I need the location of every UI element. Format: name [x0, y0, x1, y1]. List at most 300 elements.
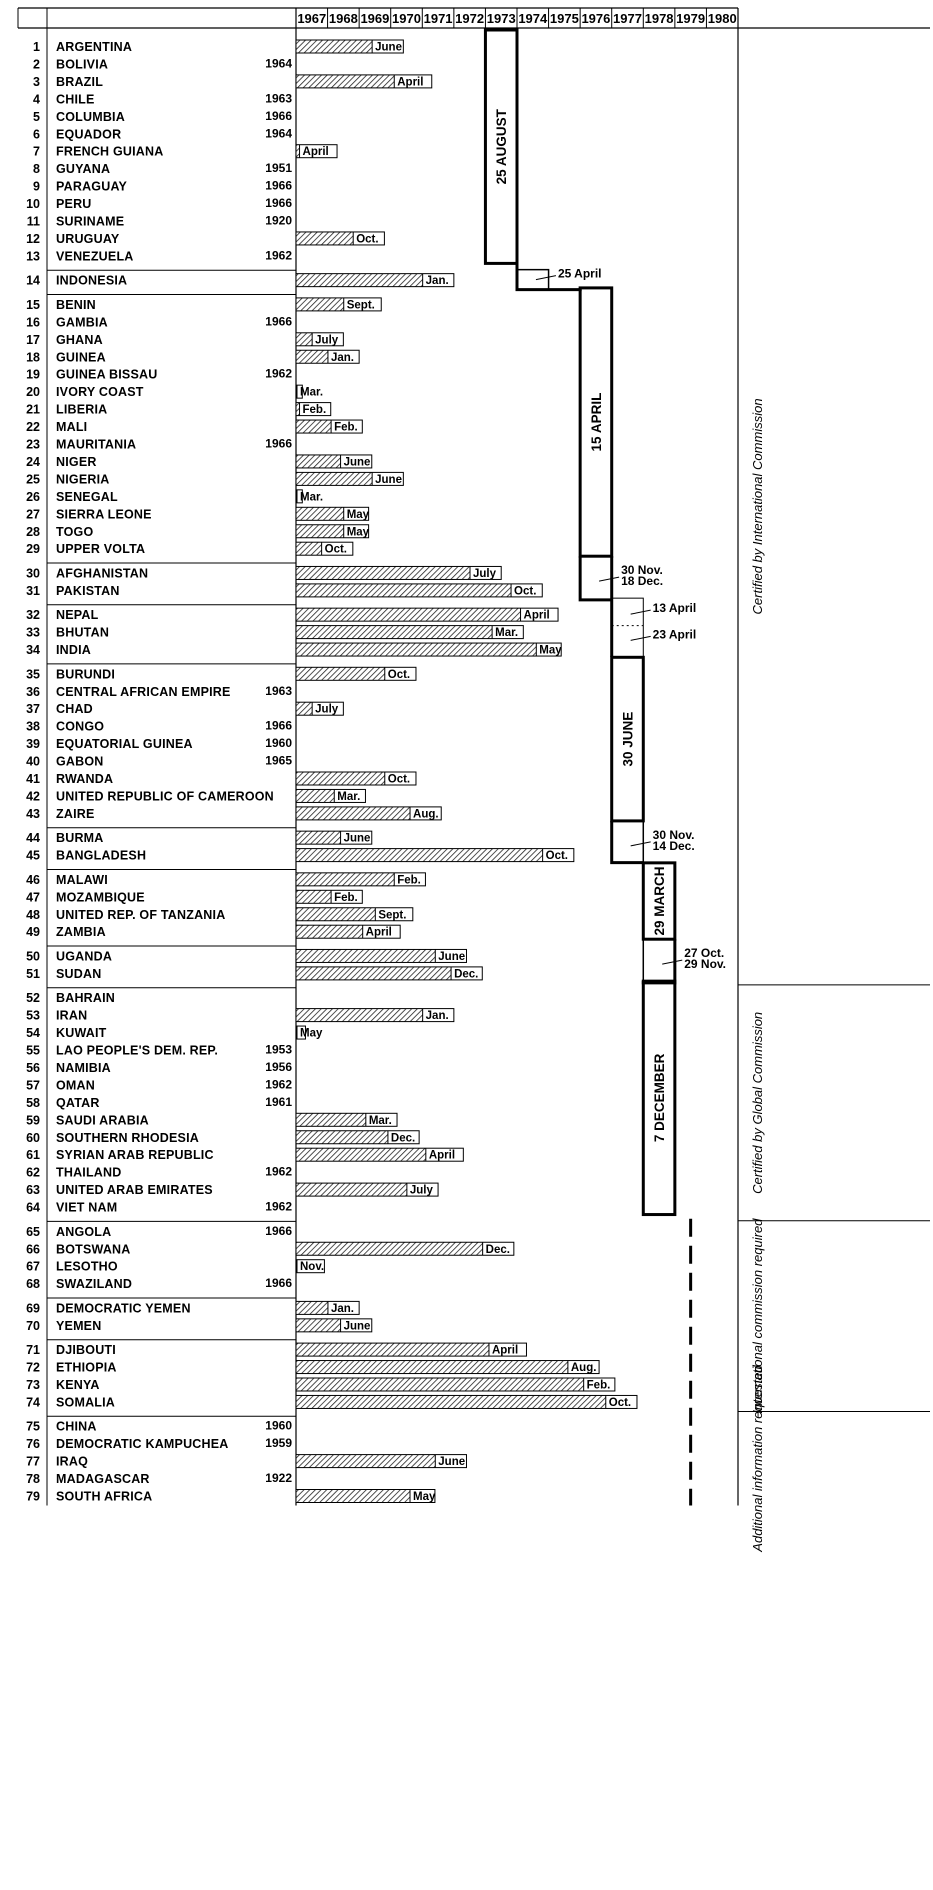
row-number: 21	[26, 402, 40, 417]
country-name: DEMOCRATIC YEMEN	[56, 1301, 191, 1316]
note-leader	[599, 577, 619, 581]
row-number: 71	[26, 1343, 40, 1358]
bar-label: June	[343, 832, 371, 845]
last-case-year: 1920	[265, 213, 292, 228]
row-number: 35	[26, 667, 40, 682]
country-name: SYRIAN ARAB REPUBLIC	[56, 1148, 214, 1163]
row-number: 44	[26, 831, 40, 846]
row-number: 17	[26, 332, 40, 347]
bar-label: Oct.	[608, 1396, 632, 1409]
country-name: CONGO	[56, 719, 105, 734]
year-header: 1977	[613, 11, 642, 26]
row-number: 56	[26, 1060, 40, 1075]
bar-hatch	[296, 949, 435, 962]
bar-label: June	[343, 456, 371, 469]
country-name: THAILAND	[56, 1165, 122, 1180]
bar-hatch	[296, 274, 423, 287]
row-number: 52	[26, 991, 40, 1006]
row-number: 63	[26, 1183, 40, 1198]
bar-label: May	[539, 644, 562, 657]
country-name: UNITED REP. OF TANZANIA	[56, 907, 226, 922]
note-leader	[631, 610, 651, 614]
certification-date: 29 MARCH	[652, 866, 668, 936]
bar-hatch	[296, 849, 543, 862]
country-name: GHANA	[56, 332, 103, 347]
bar-label: April	[428, 1149, 456, 1162]
note-leader	[631, 636, 651, 640]
country-name: UGANDA	[56, 949, 113, 964]
bar-hatch	[296, 873, 394, 886]
year-header: 1971	[423, 11, 453, 26]
bar-label: May	[413, 1491, 436, 1503]
bar-label: Jan.	[425, 275, 449, 288]
row-number: 6	[33, 127, 40, 142]
bar-label: Oct.	[545, 850, 569, 863]
bar-hatch	[296, 298, 344, 311]
country-name: BURMA	[56, 831, 104, 846]
country-name: QATAR	[56, 1095, 100, 1110]
last-case-year: 1964	[265, 56, 292, 71]
row-number: 78	[26, 1472, 40, 1487]
last-case-year: 1951	[265, 161, 292, 176]
bar-hatch	[296, 807, 410, 820]
bar-label: Dec.	[454, 968, 479, 981]
year-header: 1968	[328, 11, 358, 26]
country-name: PERU	[56, 197, 92, 212]
bar-hatch	[296, 967, 451, 980]
row-number: 68	[26, 1277, 40, 1292]
last-case-year: 1960	[265, 1418, 292, 1433]
last-case-year: 1966	[265, 718, 292, 733]
bar-label: Oct.	[356, 233, 379, 246]
country-name: MOZAMBIQUE	[56, 890, 145, 905]
last-case-year: 1966	[265, 1276, 292, 1291]
year-header: 1976	[581, 11, 611, 26]
last-case-year: 1966	[265, 178, 292, 193]
row-number: 31	[26, 583, 40, 598]
country-name: MALI	[56, 420, 88, 435]
country-name: NEPAL	[56, 608, 99, 623]
row-number: 66	[26, 1242, 40, 1257]
last-case-year: 1962	[265, 1199, 292, 1214]
row-number: 53	[26, 1008, 40, 1023]
country-name: CHILE	[56, 92, 95, 107]
country-name: ZAMBIA	[56, 925, 106, 940]
row-number: 20	[26, 385, 40, 400]
country-name: UNITED ARAB EMIRATES	[56, 1183, 213, 1198]
country-name: NAMIBIA	[56, 1060, 111, 1075]
bar-label: Feb.	[586, 1379, 611, 1392]
year-header: 1974	[518, 11, 548, 26]
bar-label: April	[491, 1344, 519, 1357]
certification-note: 23 April	[652, 627, 697, 642]
bar-label: April	[523, 609, 550, 622]
row-number: 23	[26, 437, 40, 452]
year-header: 1975	[549, 11, 579, 26]
bar-hatch	[296, 702, 312, 715]
side-section-label: Certified by International Commission	[750, 398, 765, 615]
country-name: ETHIOPIA	[56, 1360, 117, 1375]
country-name: BENIN	[56, 297, 96, 312]
country-name: MALAWI	[56, 872, 108, 887]
bar-hatch	[296, 925, 363, 938]
year-header: 1980	[707, 11, 737, 26]
country-name: UPPER VOLTA	[56, 542, 146, 557]
bar-label: Jan.	[330, 1302, 354, 1315]
bar-label: Oct.	[387, 773, 411, 786]
bar-hatch	[296, 1113, 366, 1126]
bar-label: Dec.	[485, 1243, 510, 1256]
bar-hatch	[296, 472, 372, 485]
row-number: 32	[26, 608, 40, 623]
row-number: 75	[26, 1419, 40, 1434]
row-number: 19	[26, 367, 40, 382]
bar-label: April	[365, 926, 392, 939]
row-number: 37	[26, 702, 40, 717]
bar-label: July	[409, 1184, 433, 1197]
certification-date: 7 DECEMBER	[652, 1053, 668, 1143]
bar-hatch	[296, 350, 328, 363]
last-case-year: 1963	[265, 91, 292, 106]
country-name: LESOTHO	[56, 1259, 118, 1274]
country-name: FRENCH GUIANA	[56, 144, 164, 159]
row-number: 9	[33, 179, 40, 194]
country-name: TOGO	[56, 524, 94, 539]
side-section-label: International commission required	[750, 1218, 765, 1414]
row-number: 50	[26, 949, 40, 964]
country-name: SENEGAL	[56, 489, 118, 504]
country-name: BOTSWANA	[56, 1242, 131, 1257]
row-number: 5	[33, 109, 40, 124]
bar-label: Oct.	[387, 668, 411, 681]
row-number: 10	[26, 197, 40, 212]
bar-hatch	[296, 643, 536, 656]
bar-label: June	[375, 41, 402, 54]
side-section-label: Certified by Global Commission	[750, 1011, 765, 1194]
bar-hatch	[296, 542, 322, 555]
row-number: 51	[26, 966, 40, 981]
certification-note: 14 Dec.	[652, 838, 695, 853]
row-number: 22	[26, 420, 40, 435]
certification-note: 25 April	[557, 266, 602, 281]
year-header: 1969	[360, 11, 390, 26]
country-name: IRAQ	[56, 1454, 89, 1469]
country-name: IVORY COAST	[56, 385, 144, 400]
row-number: 25	[26, 472, 40, 487]
bar-label: June	[438, 950, 466, 963]
country-name: IRAN	[56, 1008, 88, 1023]
row-number: 27	[26, 507, 40, 522]
bar-label: June	[375, 473, 402, 486]
step-burma-bangl	[612, 821, 644, 863]
row-number: 54	[26, 1026, 40, 1041]
bar-label: Feb.	[397, 874, 421, 887]
row-number: 60	[26, 1130, 40, 1145]
last-case-year: 1963	[265, 683, 292, 698]
row-number: 55	[26, 1043, 40, 1058]
row-number: 11	[26, 214, 40, 229]
row-number: 18	[26, 350, 40, 365]
row-number: 57	[26, 1078, 40, 1093]
bar-hatch	[296, 75, 394, 88]
bar-hatch	[296, 667, 385, 680]
bar-label: Aug.	[570, 1362, 597, 1375]
bar-hatch	[296, 584, 511, 597]
subblock-indonesia	[517, 270, 549, 290]
last-case-year: 1966	[265, 1223, 292, 1238]
row-number: 76	[26, 1437, 40, 1452]
country-name: GUINEA BISSAU	[56, 367, 158, 382]
country-name: AFGHANISTAN	[56, 566, 149, 581]
country-name: DEMOCRATIC KAMPUCHEA	[56, 1437, 229, 1452]
country-name: ZAIRE	[56, 806, 95, 821]
bar-hatch	[296, 455, 341, 468]
country-name: UNITED REPUBLIC OF CAMEROON	[56, 789, 274, 804]
row-number: 36	[26, 684, 40, 699]
country-name: SOUTHERN RHODESIA	[56, 1130, 199, 1145]
bar-label: July	[315, 334, 339, 347]
row-number: 4	[33, 92, 40, 107]
row-number: 41	[26, 772, 40, 786]
country-name: SAUDI ARABIA	[56, 1113, 149, 1128]
certification-date: 15 APRIL	[588, 392, 604, 452]
bar-hatch	[296, 1378, 584, 1391]
country-name: INDIA	[56, 643, 92, 658]
country-name: GUYANA	[56, 162, 111, 177]
bar-label: Mar.	[495, 627, 519, 640]
bar-label: July	[315, 703, 339, 716]
bar-hatch	[296, 403, 300, 416]
row-number: 30	[26, 566, 40, 581]
bar-hatch	[296, 1490, 410, 1503]
note-leader	[536, 276, 556, 280]
country-name: BAHRAIN	[56, 991, 116, 1006]
last-case-year: 1966	[265, 196, 292, 211]
country-name: COLUMBIA	[56, 109, 125, 124]
bar-hatch	[296, 772, 385, 785]
country-name: ARGENTINA	[56, 40, 133, 54]
side-section-label: Additional information requested	[750, 1365, 765, 1552]
bar-hatch	[296, 1361, 568, 1374]
country-name: EQUATORIAL GUINEA	[56, 737, 193, 752]
row-number: 46	[26, 872, 40, 887]
row-number: 29	[26, 542, 40, 557]
bar-hatch	[296, 608, 521, 621]
row-number: 14	[26, 273, 40, 288]
certification-note: 13 April	[652, 601, 697, 616]
year-header: 1972	[455, 11, 485, 26]
country-name: URUGUAY	[56, 231, 120, 246]
subblock-burma	[612, 821, 644, 862]
last-case-year: 1961	[265, 1094, 292, 1109]
country-name: MADAGASCAR	[56, 1472, 150, 1487]
bar-label: April	[397, 76, 424, 89]
row-number: 1	[33, 40, 40, 54]
bar-label: June	[438, 1456, 466, 1469]
row-number: 3	[33, 74, 40, 89]
row-number: 67	[26, 1259, 40, 1274]
certification-note: 27 Oct.	[684, 946, 725, 961]
bar-label: Oct.	[514, 585, 537, 598]
bar-hatch	[296, 626, 492, 639]
country-name: KENYA	[56, 1378, 100, 1392]
country-name: BANGLADESH	[56, 848, 147, 863]
country-name: GABON	[56, 754, 104, 769]
last-case-year: 1953	[265, 1042, 292, 1057]
country-name: SURINAME	[56, 214, 125, 229]
bar-hatch	[296, 40, 372, 53]
bar-label: Feb.	[334, 891, 358, 904]
certification-note: 18 Dec.	[621, 574, 664, 589]
year-header: 1979	[676, 11, 706, 26]
bar-hatch	[296, 1319, 341, 1332]
last-case-year: 1966	[265, 436, 292, 451]
row-number: 43	[26, 806, 40, 821]
country-name: LIBERIA	[56, 402, 108, 417]
row-number: 15	[26, 297, 40, 312]
country-name: SIERRA LEONE	[56, 507, 152, 522]
last-case-year: 1959	[265, 1436, 292, 1451]
bar-hatch	[296, 420, 331, 433]
country-name: CHAD	[56, 702, 93, 717]
row-number: 61	[26, 1148, 40, 1163]
row-number: 70	[26, 1318, 40, 1333]
last-case-year: 1962	[265, 1077, 292, 1092]
row-number: 59	[26, 1113, 40, 1128]
bar-label: Mar.	[368, 1114, 392, 1127]
row-number: 45	[26, 848, 40, 863]
country-name: SUDAN	[56, 966, 102, 981]
row-number: 62	[26, 1165, 40, 1180]
row-number: 33	[26, 625, 40, 640]
row-number: 34	[26, 643, 40, 658]
year-header: 1967	[297, 11, 327, 26]
bar-hatch	[296, 831, 341, 844]
row-number: 12	[26, 231, 40, 246]
bar-label: Mar.	[300, 491, 324, 504]
bar-hatch	[296, 145, 300, 158]
row-number: 79	[26, 1489, 40, 1504]
country-name: YEMEN	[56, 1318, 102, 1333]
bar-label: Mar.	[337, 790, 361, 803]
bar-label: May	[300, 1027, 323, 1040]
last-case-year: 1962	[265, 366, 292, 381]
bar-hatch	[296, 333, 312, 346]
country-name: ANGOLA	[56, 1224, 112, 1239]
row-number: 64	[26, 1200, 40, 1215]
row-number: 42	[26, 789, 40, 804]
row-number: 73	[26, 1378, 40, 1392]
row-number: 24	[26, 454, 40, 469]
bar-label: Jan.	[425, 1010, 449, 1023]
last-case-year: 1960	[265, 736, 292, 751]
row-number: 39	[26, 737, 40, 752]
last-case-year: 1962	[265, 248, 292, 263]
last-case-year: 1956	[265, 1059, 292, 1074]
country-name: SOMALIA	[56, 1395, 116, 1410]
country-name: MAURITANIA	[56, 437, 137, 452]
row-number: 49	[26, 925, 40, 940]
bar-hatch	[296, 1343, 489, 1356]
bar-hatch	[296, 1301, 328, 1314]
bar-hatch	[296, 908, 375, 921]
subblock-uganda	[643, 939, 675, 982]
country-name: CHINA	[56, 1419, 97, 1434]
step-afg-pak	[580, 556, 612, 600]
subblock-afg	[580, 556, 612, 599]
row-number: 58	[26, 1095, 40, 1110]
row-number: 7	[33, 144, 40, 159]
row-number: 48	[26, 907, 40, 922]
bar-label: July	[473, 567, 497, 580]
year-header: 1970	[392, 11, 421, 26]
year-header: 1973	[486, 11, 516, 26]
country-name: VENEZUELA	[56, 249, 134, 264]
bar-hatch	[296, 789, 334, 802]
country-name: PARAGUAY	[56, 179, 128, 194]
row-number: 8	[33, 162, 40, 177]
row-number: 2	[33, 57, 40, 72]
country-name: SWAZILAND	[56, 1277, 133, 1292]
last-case-year: 1965	[265, 753, 292, 768]
country-name: LAO PEOPLE'S DEM. REP.	[56, 1043, 219, 1058]
country-name: DJIBOUTI	[56, 1343, 116, 1358]
country-name: BHUTAN	[56, 625, 110, 640]
subblock-nepal	[612, 598, 644, 657]
country-name: SOUTH AFRICA	[56, 1489, 153, 1504]
bar-hatch	[296, 1455, 435, 1468]
bar-hatch	[296, 1183, 407, 1196]
bar-label: May	[346, 508, 370, 521]
row-number: 74	[26, 1395, 40, 1410]
row-number: 40	[26, 754, 40, 769]
last-case-year: 1966	[265, 108, 292, 123]
certification-date: 30 JUNE	[620, 711, 636, 767]
step-uganda-sudan	[643, 939, 675, 983]
country-name: KUWAIT	[56, 1026, 107, 1041]
country-name: EQUADOR	[56, 127, 122, 142]
bar-label: Jan.	[330, 351, 354, 364]
bar-hatch	[296, 1009, 423, 1022]
bar-label: Sept.	[346, 299, 375, 312]
bar-hatch	[296, 566, 470, 579]
row-number: 72	[26, 1360, 40, 1375]
country-name: INDONESIA	[56, 273, 128, 288]
bar-label: Sept.	[378, 909, 407, 922]
last-case-year: 1962	[265, 1164, 292, 1179]
country-name: NIGER	[56, 454, 97, 469]
bar-label: Feb.	[334, 421, 358, 434]
bar-label: Nov.	[300, 1261, 325, 1274]
bar-hatch	[296, 1242, 483, 1255]
country-name: VIET NAM	[56, 1200, 118, 1215]
country-name: NIGERIA	[56, 472, 110, 487]
row-number: 38	[26, 719, 40, 734]
country-name: OMAN	[56, 1078, 95, 1093]
country-name: PAKISTAN	[56, 583, 120, 598]
bar-hatch	[296, 1131, 388, 1144]
bar-label: Oct.	[324, 543, 348, 556]
bar-label: Dec.	[390, 1132, 416, 1145]
bar-label: June	[343, 1320, 371, 1333]
bar-label: Mar.	[300, 386, 324, 399]
country-name: BOLIVIA	[56, 57, 109, 72]
country-name: BRAZIL	[56, 74, 104, 89]
certification-note: 30 Nov.	[652, 827, 695, 842]
bar-label: Aug.	[413, 808, 439, 821]
bar-hatch	[296, 890, 331, 903]
last-case-year: 1922	[265, 1471, 292, 1486]
